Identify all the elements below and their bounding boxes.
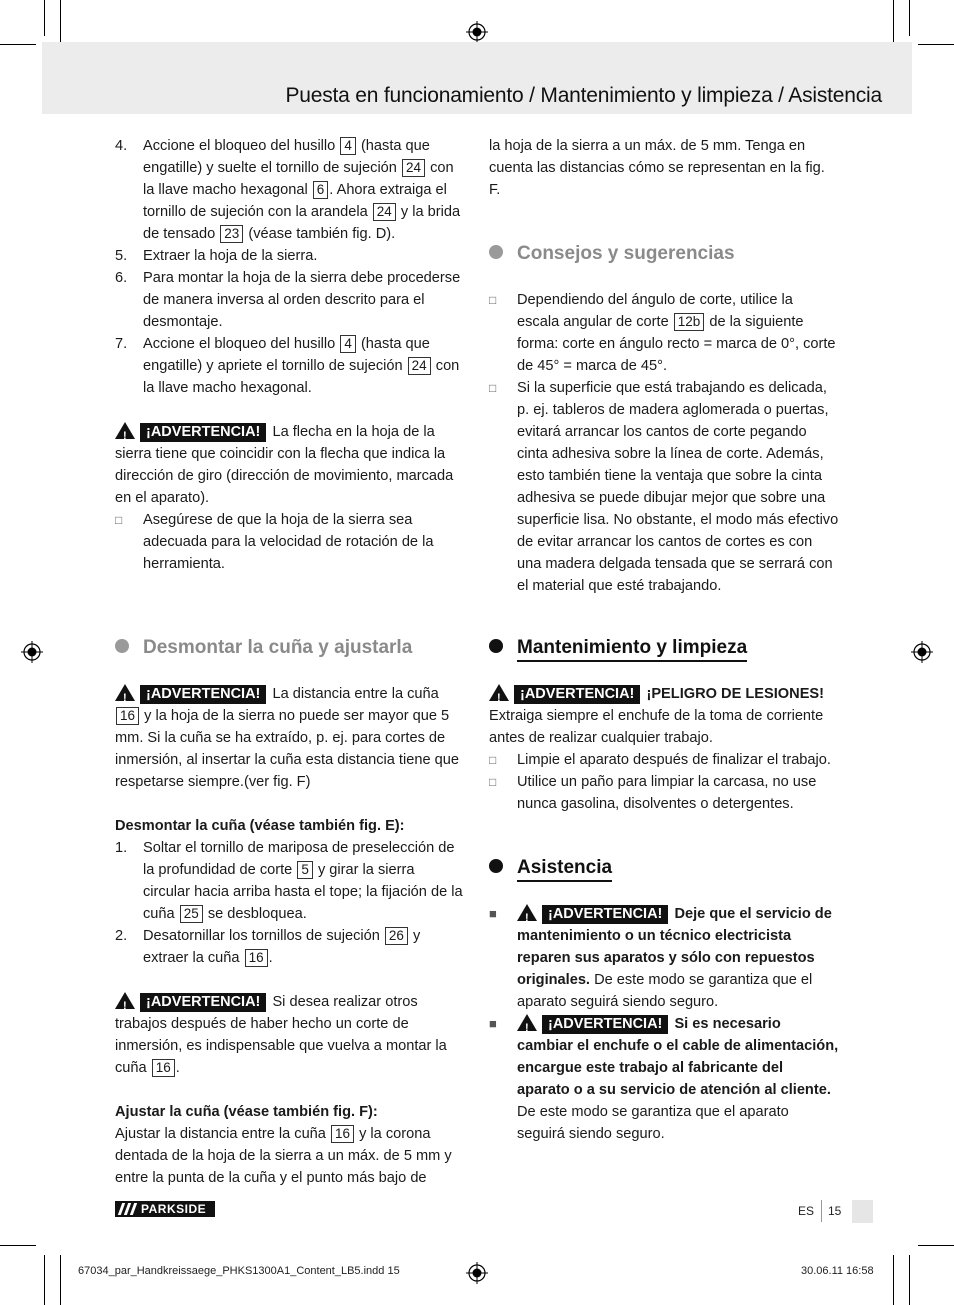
section-heading: Desmontar la cuña y ajustarla bbox=[115, 637, 412, 659]
step-text: Extraer la hoja de la sierra. bbox=[143, 248, 318, 264]
warning-label: ¡ADVERTENCIA! bbox=[542, 905, 668, 924]
warning-icon bbox=[489, 683, 640, 705]
list-item bbox=[115, 333, 465, 399]
bullet-dot-icon bbox=[489, 859, 503, 873]
bullet-text: Si la superficie que está trabajando es delicada, p. ej. tableros de madera aglomerada o puertas, evitará arrancar los cantos de corte pegando cinta adhesiva sobre la línea de corte. Además, esto también tiene la ventaja que sobre la cinta adhesiva se puede dibujar mejor que sobre una superficie lisa. No obstante, el modo más efectivo de evitar arrancar los cantos de cortes es con una madera delgada tensada que se serrará con el material que esté trabajando. bbox=[517, 380, 839, 594]
language-code: ES bbox=[798, 1204, 815, 1218]
left-column-lower bbox=[115, 683, 465, 1189]
part-ref: 25 bbox=[180, 905, 203, 923]
part-ref: 26 bbox=[385, 927, 408, 945]
list-item bbox=[489, 771, 839, 815]
warning-bold-text: Si es necesario cambiar el enchufe o el cable de alimentación, encargue este trabajo al fabricante del aparato o a su servicio de atención al cliente. bbox=[517, 1016, 839, 1099]
checkbox-bullet-icon: □ bbox=[489, 753, 497, 768]
step-text: (hasta que engatille) y suelte el tornillo de sujeción bbox=[143, 138, 430, 176]
bullet-dot-icon bbox=[115, 639, 129, 653]
registration-mark-icon bbox=[466, 21, 488, 43]
bullet-text: Utilice un paño para limpiar la carcasa, no use nunca gasolina, disolventes o detergentes. bbox=[517, 774, 817, 813]
warning-label: ¡ADVERTENCIA! bbox=[140, 685, 266, 704]
step-text: (véase también fig. D). bbox=[248, 226, 396, 242]
part-ref: 24 bbox=[373, 203, 396, 221]
warning-label: ¡ADVERTENCIA! bbox=[140, 423, 266, 442]
crop-mark bbox=[918, 1245, 954, 1246]
right-column-tips bbox=[489, 289, 839, 597]
subheading: Ajustar la cuña (véase también fig. F): bbox=[115, 1104, 378, 1121]
part-ref: 23 bbox=[220, 225, 243, 243]
square-bullet-icon: ■ bbox=[489, 1016, 497, 1032]
part-ref: 24 bbox=[408, 357, 431, 375]
crop-mark bbox=[909, 0, 910, 36]
part-ref: 5 bbox=[297, 861, 313, 879]
warning-icon bbox=[517, 903, 668, 925]
registration-mark-icon bbox=[911, 641, 933, 663]
step-number: 7. bbox=[115, 336, 128, 352]
warning-bold-text: ¡PELIGRO DE LESIONES! bbox=[646, 686, 825, 702]
subheading: Desmontar la cuña (véase también fig. E): bbox=[115, 818, 405, 835]
paragraph: la hoja de la sierra a un máx. de 5 mm. Tenga en cuenta las distancias cómo se representan en la fig. F. bbox=[489, 138, 825, 198]
warning-icon bbox=[115, 421, 266, 443]
warning-text: La distancia entre la cuña bbox=[272, 686, 439, 702]
bullet-dot-icon bbox=[489, 639, 503, 653]
square-bullet-icon: ■ bbox=[489, 906, 497, 921]
print-date: 30.06.11 16:58 bbox=[801, 1265, 874, 1277]
brand-name: PARKSIDE bbox=[141, 1202, 207, 1216]
warning-text: De este modo se garantiza que el aparato seguirá siendo seguro. bbox=[517, 972, 813, 1011]
warning-label: ¡ADVERTENCIA! bbox=[514, 685, 640, 704]
right-column bbox=[489, 135, 839, 201]
section-heading: Consejos y sugerencias bbox=[489, 243, 735, 265]
warning-paragraph bbox=[115, 683, 465, 793]
part-ref: 16 bbox=[116, 707, 139, 725]
bullet-text: Dependiendo del ángulo de corte, utilice la escala angular de corte bbox=[517, 292, 793, 330]
warning-paragraph bbox=[115, 991, 465, 1079]
step-text: Para montar la hoja de la sierra debe procederse de manera inversa al orden descrito para el desmontaje. bbox=[143, 270, 461, 330]
step-text: . bbox=[268, 950, 273, 967]
list-item bbox=[489, 1013, 839, 1145]
page-title: Puesta en funcionamiento / Mantenimiento y limpieza / Asistencia bbox=[285, 84, 882, 107]
warning-label: ¡ADVERTENCIA! bbox=[140, 993, 266, 1012]
list-item bbox=[489, 903, 839, 1013]
registration-mark-icon bbox=[21, 641, 43, 663]
step-text: Soltar el tornillo de mariposa de preselección de la profundidad de corte bbox=[143, 840, 455, 879]
checkbox-bullet-icon: □ bbox=[489, 775, 497, 790]
right-column-maintenance bbox=[489, 683, 839, 815]
warning-text: La flecha en la hoja de la sierra tiene que coincidir con la flecha que indica la dirección de giro (dirección de movimiento, marcada en el aparato). bbox=[115, 424, 454, 507]
bullet-text: Asegúrese de que la hoja de la sierra sea adecuada para la velocidad de rotación de la herramienta. bbox=[143, 512, 434, 573]
step-text: y girar la sierra circular hacia arriba hasta el tope; la fijación de la cuña bbox=[143, 862, 463, 923]
warning-text: . bbox=[175, 1060, 180, 1077]
checkbox-bullet-icon: □ bbox=[489, 293, 497, 307]
file-slug: 67034_par_Handkreissaege_PHKS1300A1_Content_LB5.indd 15 bbox=[78, 1265, 400, 1277]
bullet-text: Limpie el aparato después de finalizar el trabajo. bbox=[517, 752, 831, 769]
step-text: Accione el bloqueo del husillo bbox=[143, 336, 336, 352]
left-column bbox=[115, 135, 465, 575]
warning-text: Si desea realizar otros trabajos después de haber hecho un corte de inmersión, es indispensable que vuelva a montar la cuña bbox=[115, 994, 447, 1077]
step-text: Desatornillar los tornillos de sujeción bbox=[143, 928, 380, 945]
step-text: se desbloquea. bbox=[207, 906, 307, 923]
crop-mark bbox=[44, 0, 45, 36]
part-ref: 4 bbox=[340, 335, 356, 353]
crop-mark bbox=[0, 44, 36, 45]
paragraph bbox=[115, 1123, 465, 1189]
list-item bbox=[115, 245, 465, 267]
part-ref: 16 bbox=[331, 1125, 354, 1143]
list-item bbox=[489, 377, 839, 597]
step-number: 5. bbox=[115, 248, 128, 264]
right-column-assistance bbox=[489, 903, 839, 1145]
warning-icon bbox=[115, 991, 266, 1013]
crop-mark bbox=[893, 1255, 894, 1305]
list-item bbox=[115, 925, 465, 969]
page-number: 15 bbox=[828, 1204, 842, 1218]
footer-divider bbox=[821, 1200, 822, 1222]
step-number: 2. bbox=[115, 928, 128, 945]
list-item bbox=[489, 289, 839, 377]
step-number: 1. bbox=[115, 840, 128, 857]
step-text: . Ahora extraiga el tornillo de sujeción con la arandela bbox=[143, 182, 447, 220]
warning-text: y la hoja de la sierra no puede ser mayor que 5 mm. Si la cuña se ha extraído, p. ej. para cortes de inmersión, al insertar la cuña esta distancia tiene que respetarse siempre.(ver fig. F) bbox=[115, 708, 459, 791]
crop-mark bbox=[60, 0, 61, 48]
crop-mark bbox=[893, 0, 894, 48]
list-item bbox=[115, 509, 465, 575]
part-ref: 4 bbox=[340, 137, 356, 155]
paragraph-text: y la corona dentada de la hoja de la sierra a un máx. de 5 mm y entre la punta de la cuña y el punto más bajo de bbox=[115, 1126, 452, 1187]
warning-bold-text: Deje que el servicio de mantenimiento o un técnico electricista reparen sus aparatos y sólo con repuestos originales. bbox=[517, 906, 832, 989]
crop-mark bbox=[909, 1255, 910, 1305]
warning-paragraph bbox=[489, 683, 839, 749]
crop-mark bbox=[0, 1245, 36, 1246]
part-ref: 16 bbox=[245, 949, 268, 967]
step-text: (hasta que engatille) y apriete el tornillo de sujeción bbox=[143, 336, 430, 374]
warning-icon bbox=[115, 683, 266, 705]
bullet-text: de la siguiente forma: corte en ángulo recto = marca de 0°, corte de 45° = marca de 45°. bbox=[517, 314, 836, 374]
crop-mark bbox=[44, 1255, 45, 1305]
warning-label: ¡ADVERTENCIA! bbox=[542, 1015, 668, 1034]
step-text: y la brida de tensado bbox=[143, 204, 461, 242]
section-heading: Mantenimiento y limpieza bbox=[489, 637, 747, 659]
warning-icon bbox=[517, 1013, 668, 1035]
section-heading: Asistencia bbox=[489, 857, 612, 879]
step-text: con la llave macho hexagonal bbox=[143, 160, 454, 198]
page-tab bbox=[852, 1200, 873, 1223]
registration-mark-icon bbox=[466, 1262, 488, 1284]
paragraph-text: Ajustar la distancia entre la cuña bbox=[115, 1126, 326, 1143]
checkbox-bullet-icon: □ bbox=[489, 381, 497, 395]
warning-text: De este modo se garantiza que el aparato seguirá siendo seguro. bbox=[517, 1104, 789, 1143]
part-ref: 12b bbox=[674, 313, 705, 331]
part-ref: 16 bbox=[152, 1059, 175, 1077]
part-ref: 6 bbox=[313, 181, 329, 199]
part-ref: 24 bbox=[402, 159, 425, 177]
step-number: 4. bbox=[115, 138, 128, 154]
bullet-dot-icon bbox=[489, 245, 503, 259]
list-item bbox=[115, 267, 465, 333]
list-item bbox=[115, 135, 465, 245]
crop-mark bbox=[60, 1255, 61, 1305]
step-number: 6. bbox=[115, 270, 128, 286]
crop-mark bbox=[918, 44, 954, 45]
list-item bbox=[115, 837, 465, 925]
step-text: y extraer la cuña bbox=[143, 928, 421, 967]
warning-text: Extraiga siempre el enchufe de la toma de corriente antes de realizar cualquier trabajo. bbox=[489, 708, 824, 747]
checkbox-bullet-icon: □ bbox=[115, 513, 123, 528]
step-text: Accione el bloqueo del husillo bbox=[143, 138, 336, 154]
warning-paragraph bbox=[115, 421, 465, 509]
brand-logo bbox=[115, 1201, 215, 1217]
list-item bbox=[489, 749, 839, 771]
step-text: con la llave macho hexagonal. bbox=[143, 358, 460, 396]
